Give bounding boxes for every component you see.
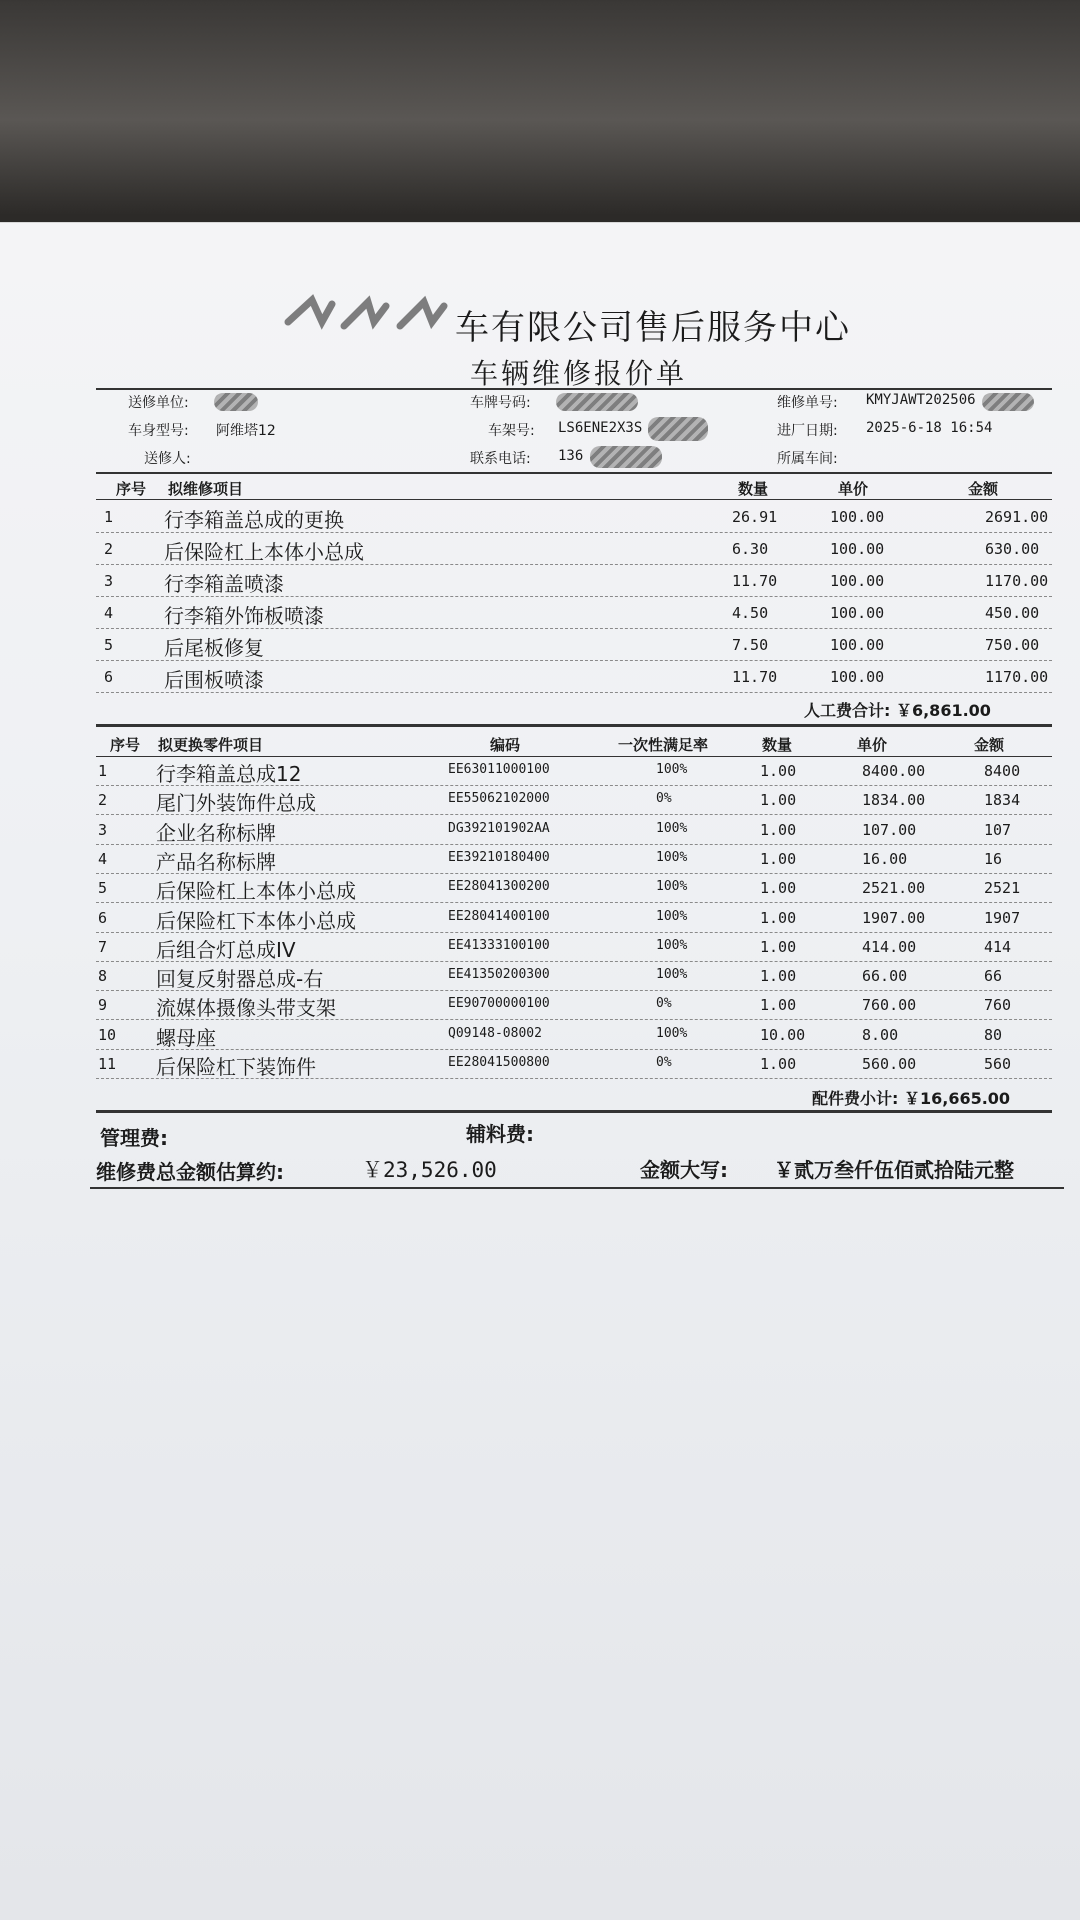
parts-row-amount: 414 — [984, 938, 1012, 956]
parts-row-price: 8400.00 — [862, 762, 926, 780]
parts-row-qty: 10.00 — [760, 1026, 806, 1044]
parts-row-no: 11 — [98, 1055, 117, 1073]
parts-row-item: 后保险杠下本体小总成 — [156, 909, 356, 933]
parts-row-no: 2 — [98, 791, 108, 809]
parts-row-price: 760.00 — [862, 996, 917, 1014]
parts-row-divider — [96, 1049, 1052, 1050]
parts-row-price: 16.00 — [862, 850, 908, 868]
parts-row-rate: 100% — [656, 850, 688, 865]
parts-row-rate: 0% — [656, 996, 672, 1011]
parts-row-qty: 1.00 — [760, 1055, 797, 1073]
redacted-brand-mark — [282, 292, 452, 336]
parts-header-price: 单价 — [857, 736, 888, 754]
parts-row-amount: 1907 — [984, 909, 1021, 927]
parts-row-code: EE28041300200 — [448, 879, 550, 894]
footer-top-rule — [96, 1110, 1052, 1113]
sender-unit-label: 送修单位: — [128, 395, 189, 411]
parts-header-amount: 金额 — [974, 736, 1005, 754]
parts-row-no: 10 — [98, 1026, 117, 1044]
labor-header-item: 拟维修项目 — [168, 480, 244, 498]
parts-row-rate: 100% — [656, 762, 688, 777]
parts-header-code: 编码 — [490, 736, 521, 754]
parts-row-divider — [96, 1019, 1052, 1020]
labor-row-item: 后保险杠上本体小总成 — [164, 540, 364, 564]
parts-row-amount: 107 — [984, 821, 1012, 839]
redacted-plate — [556, 393, 638, 411]
model-value: 阿维塔12 — [216, 423, 276, 439]
parts-row-qty: 1.00 — [760, 879, 797, 897]
plate-label: 车牌号码: — [470, 395, 531, 411]
redacted-phone — [590, 446, 662, 468]
labor-row-item: 后围板喷漆 — [164, 668, 264, 692]
model-label: 车身型号: — [128, 423, 189, 439]
labor-row-divider — [96, 532, 1052, 533]
labor-row-no: 4 — [104, 604, 114, 622]
phone-label: 联系电话: — [470, 451, 531, 467]
parts-row-price: 1834.00 — [862, 791, 926, 809]
labor-row-item: 行李箱盖总成的更换 — [164, 508, 344, 532]
parts-row-amount: 16 — [984, 850, 1003, 868]
parts-row-qty: 1.00 — [760, 938, 797, 956]
redacted-order-no — [982, 393, 1034, 411]
parts-row-qty: 1.00 — [760, 791, 797, 809]
parts-row-code: EE55062102000 — [448, 791, 550, 806]
vin-value: LS6ENE2X3S — [558, 420, 643, 436]
parts-row-no: 1 — [98, 762, 108, 780]
parts-row-divider — [96, 990, 1052, 991]
parts-row-qty: 1.00 — [760, 821, 797, 839]
parts-row-code: EE41333100100 — [448, 938, 550, 953]
company-name: 车有限公司售后服务中心 — [455, 308, 851, 348]
labor-row-qty: 11.70 — [732, 668, 778, 686]
date-value: 2025-6-18 16:54 — [866, 420, 993, 436]
parts-row-qty: 1.00 — [760, 850, 797, 868]
labor-header-rule — [96, 499, 1052, 500]
parts-row-price: 66.00 — [862, 967, 908, 985]
parts-row-qty: 1.00 — [760, 762, 797, 780]
parts-row-item: 产品名称标牌 — [156, 850, 276, 874]
parts-row-amount: 80 — [984, 1026, 1003, 1044]
labor-row-divider — [96, 692, 1052, 693]
parts-row-amount: 2521 — [984, 879, 1021, 897]
labor-row-no: 6 — [104, 668, 114, 686]
parts-row-code: DG392101902AA — [448, 821, 550, 836]
parts-row-code: EE39210180400 — [448, 850, 550, 865]
labor-row-price: 100.00 — [830, 508, 885, 526]
parts-row-qty: 1.00 — [760, 967, 797, 985]
parts-row-item: 后保险杠上本体小总成 — [156, 879, 356, 903]
redacted-sender-unit — [214, 393, 258, 411]
parts-row-code: Q09148-08002 — [448, 1026, 542, 1041]
sender-label: 送修人: — [144, 451, 191, 467]
labor-row-qty: 6.30 — [732, 540, 769, 558]
labor-row-price: 100.00 — [830, 668, 885, 686]
parts-row-code: EE28041500800 — [448, 1055, 550, 1070]
amount-in-words-label: 金额大写: — [640, 1158, 728, 1182]
workshop-label: 所属车间: — [777, 451, 838, 467]
parts-header-rate: 一次性满足率 — [618, 736, 709, 754]
parts-header-item: 拟更换零件项目 — [158, 736, 264, 754]
labor-header-qty: 数量 — [738, 480, 769, 498]
labor-row-no: 2 — [104, 540, 114, 558]
labor-header-price: 单价 — [838, 480, 869, 498]
amount-in-words-value: ￥贰万叁仟伍佰贰拾陆元整 — [774, 1158, 1014, 1182]
parts-row-item: 后组合灯总成IV — [156, 938, 296, 962]
labor-row-amount: 1170.00 — [985, 572, 1049, 590]
vin-label: 车架号: — [488, 423, 535, 439]
date-label: 进厂日期: — [777, 423, 838, 439]
parts-total: 配件费小计: ￥16,665.00 — [812, 1089, 1011, 1108]
labor-row-divider — [96, 564, 1052, 565]
order-no-value: KMYJAWT202506 — [866, 392, 976, 408]
labor-row-item: 后尾板修复 — [164, 636, 264, 660]
labor-row-amount: 2691.00 — [985, 508, 1049, 526]
auxiliary-fee-label: 辅料费: — [466, 1122, 534, 1146]
parts-row-price: 107.00 — [862, 821, 917, 839]
parts-row-amount: 8400 — [984, 762, 1021, 780]
footer-bottom-rule — [90, 1187, 1064, 1189]
labor-row-amount: 450.00 — [985, 604, 1040, 622]
parts-row-price: 560.00 — [862, 1055, 917, 1073]
labor-row-qty: 4.50 — [732, 604, 769, 622]
labor-row-divider — [96, 628, 1052, 629]
parts-row-divider — [96, 961, 1052, 962]
labor-row-qty: 26.91 — [732, 508, 778, 526]
labor-row-price: 100.00 — [830, 572, 885, 590]
parts-top-rule — [96, 724, 1052, 727]
labor-row-qty: 11.70 — [732, 572, 778, 590]
order-no-label: 维修单号: — [777, 395, 838, 411]
parts-row-no: 9 — [98, 996, 108, 1014]
parts-row-divider — [96, 814, 1052, 815]
labor-row-item: 行李箱盖喷漆 — [164, 572, 284, 596]
parts-row-amount: 1834 — [984, 791, 1021, 809]
parts-row-item: 流媒体摄像头带支架 — [156, 996, 336, 1020]
parts-row-price: 414.00 — [862, 938, 917, 956]
document-title: 车辆维修报价单 — [470, 357, 688, 390]
parts-row-no: 5 — [98, 879, 108, 897]
parts-row-price: 1907.00 — [862, 909, 926, 927]
parts-row-no: 8 — [98, 967, 108, 985]
labor-row-amount: 630.00 — [985, 540, 1040, 558]
parts-row-code: EE90700000100 — [448, 996, 550, 1011]
parts-row-item: 行李箱盖总成12 — [156, 762, 302, 786]
parts-row-qty: 1.00 — [760, 996, 797, 1014]
labor-row-no: 3 — [104, 572, 114, 590]
parts-row-rate: 100% — [656, 909, 688, 924]
labor-row-no: 1 — [104, 508, 114, 526]
parts-row-code: EE41350200300 — [448, 967, 550, 982]
parts-row-price: 8.00 — [862, 1026, 899, 1044]
parts-row-rate: 100% — [656, 967, 688, 982]
labor-row-price: 100.00 — [830, 636, 885, 654]
parts-header-rule — [96, 756, 1052, 757]
phone-value: 136 — [558, 448, 584, 464]
labor-header-no: 序号 — [116, 480, 147, 498]
parts-row-item: 后保险杠下装饰件 — [156, 1055, 316, 1079]
parts-row-no: 6 — [98, 909, 108, 927]
labor-top-rule — [96, 472, 1052, 474]
parts-row-code: EE63011000100 — [448, 762, 550, 777]
parts-row-price: 2521.00 — [862, 879, 926, 897]
parts-row-divider — [96, 873, 1052, 874]
parts-row-rate: 100% — [656, 1026, 688, 1041]
parts-row-divider — [96, 902, 1052, 903]
labor-row-item: 行李箱外饰板喷漆 — [164, 604, 324, 628]
parts-row-amount: 560 — [984, 1055, 1012, 1073]
parts-row-rate: 0% — [656, 791, 672, 806]
parts-row-code: EE28041400100 — [448, 909, 550, 924]
labor-row-amount: 1170.00 — [985, 668, 1049, 686]
parts-row-rate: 100% — [656, 821, 688, 836]
redacted-vin — [648, 417, 708, 441]
parts-row-item: 企业名称标牌 — [156, 821, 276, 845]
grand-total-value: ￥23,526.00 — [362, 1158, 497, 1182]
labor-row-amount: 750.00 — [985, 636, 1040, 654]
parts-row-divider — [96, 785, 1052, 786]
labor-row-no: 5 — [104, 636, 114, 654]
parts-header-qty: 数量 — [762, 736, 793, 754]
parts-row-rate: 100% — [656, 879, 688, 894]
parts-row-no: 3 — [98, 821, 108, 839]
parts-row-divider — [96, 932, 1052, 933]
parts-row-qty: 1.00 — [760, 909, 797, 927]
parts-header-no: 序号 — [110, 736, 141, 754]
labor-row-divider — [96, 660, 1052, 661]
parts-row-amount: 66 — [984, 967, 1003, 985]
parts-row-item: 螺母座 — [156, 1026, 216, 1050]
labor-row-price: 100.00 — [830, 540, 885, 558]
labor-row-qty: 7.50 — [732, 636, 769, 654]
title-rule — [96, 388, 1052, 390]
labor-row-price: 100.00 — [830, 604, 885, 622]
labor-total: 人工费合计: ￥6,861.00 — [804, 701, 991, 720]
parts-row-divider — [96, 844, 1052, 845]
parts-row-divider — [96, 1078, 1052, 1079]
parts-row-amount: 760 — [984, 996, 1012, 1014]
parts-row-no: 7 — [98, 938, 108, 956]
parts-row-item: 尾门外装饰件总成 — [156, 791, 316, 815]
labor-row-divider — [96, 596, 1052, 597]
grand-total-label: 维修费总金额估算约: — [96, 1160, 284, 1184]
parts-row-rate: 0% — [656, 1055, 672, 1070]
labor-header-amount: 金额 — [968, 480, 999, 498]
parts-row-item: 回复反射器总成-右 — [156, 967, 324, 991]
parts-row-no: 4 — [98, 850, 108, 868]
parts-row-rate: 100% — [656, 938, 688, 953]
management-fee-label: 管理费: — [100, 1126, 168, 1150]
